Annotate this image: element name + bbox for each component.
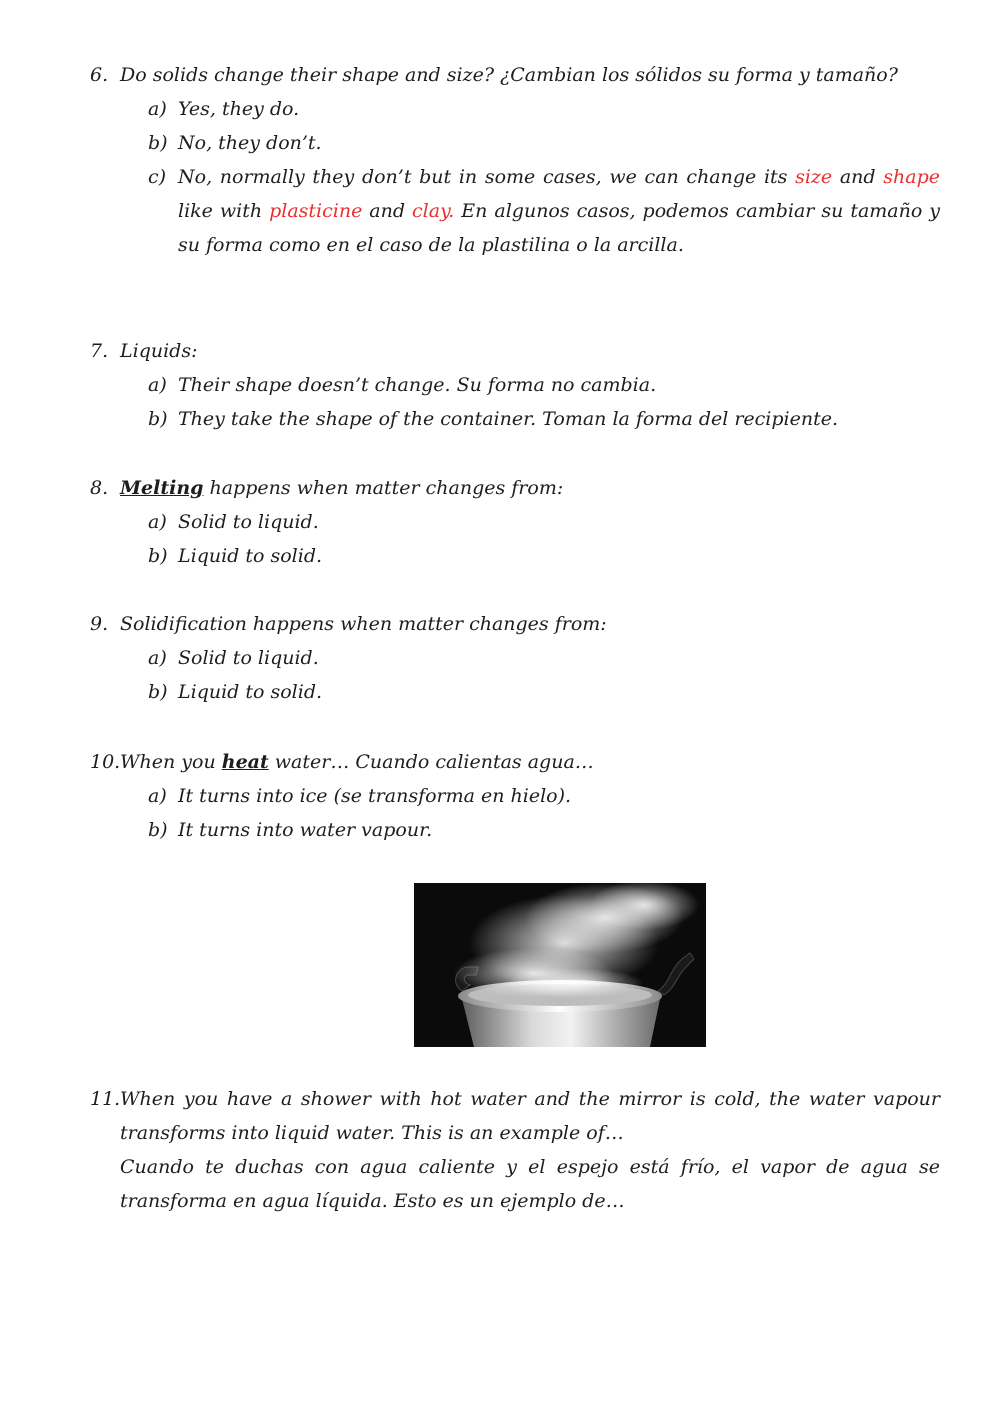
option-label: c) xyxy=(148,166,167,188)
question-10 xyxy=(90,745,940,847)
question-number: 9. xyxy=(90,613,109,635)
option-label: a) xyxy=(148,374,167,396)
question-7 xyxy=(90,334,940,436)
option-a[interactable] xyxy=(148,779,940,813)
question-number: 8. xyxy=(90,477,109,499)
option-text: No, normally they don’t but in some cases, we can change its size and shape like with plasticine and clay. En algunos casos, podemos cambiar su tamaño y su forma como en el caso de la plastilina o la arcilla. xyxy=(178,166,941,256)
option-text: It turns into water vapour. xyxy=(178,819,433,841)
question-text: Solidification happens when matter changes from: xyxy=(120,613,607,635)
option-b[interactable] xyxy=(148,126,940,160)
question-9 xyxy=(90,607,940,709)
option-label: b) xyxy=(148,408,168,430)
option-text: It turns into ice (se transforma en hielo). xyxy=(178,785,572,807)
keyword-melting: Melting xyxy=(120,477,204,499)
question-text: Do solids change their shape and size? ¿Cambian los sólidos su forma y tamaño? xyxy=(120,64,898,86)
question-text-es: Cuando te duchas con agua caliente y el espejo está frío, el vapor de agua se transforma en agua líquida. Esto es un ejemplo de… xyxy=(120,1156,940,1212)
keyword-heat: heat xyxy=(221,751,269,773)
option-label: b) xyxy=(148,681,168,703)
option-label: b) xyxy=(148,545,168,567)
question-text: Liquids: xyxy=(120,340,198,362)
option-label: b) xyxy=(148,819,168,841)
highlight-plasticine: plasticine xyxy=(269,200,363,222)
option-label: a) xyxy=(148,511,167,533)
option-b[interactable] xyxy=(148,402,940,436)
option-b[interactable] xyxy=(148,813,940,847)
option-a[interactable] xyxy=(148,505,940,539)
option-b[interactable] xyxy=(148,539,940,573)
steaming-pot-photo xyxy=(414,883,706,1047)
question-6 xyxy=(90,58,940,262)
option-text: Yes, they do. xyxy=(178,98,300,120)
option-label: b) xyxy=(148,132,168,154)
option-label: a) xyxy=(148,647,167,669)
option-text: They take the shape of the container. Toman la forma del recipiente. xyxy=(178,408,839,430)
question-number: 7. xyxy=(90,340,109,362)
question-text: When you heat water… Cuando calientas agua… xyxy=(120,751,594,773)
option-text: Liquid to solid. xyxy=(178,681,323,703)
question-text-en: When you have a shower with hot water and the mirror is cold, the water vapour transforms into liquid water. This is an example of… xyxy=(120,1088,940,1144)
highlight-clay: clay. xyxy=(412,200,455,222)
option-c[interactable] xyxy=(148,160,940,262)
question-8 xyxy=(90,471,940,573)
steaming-pot-image xyxy=(414,883,706,1047)
option-a[interactable] xyxy=(148,368,940,402)
option-text: Solid to liquid. xyxy=(178,511,319,533)
option-label: a) xyxy=(148,785,167,807)
option-a[interactable] xyxy=(148,92,940,126)
question-number: 6. xyxy=(90,64,109,86)
option-a[interactable] xyxy=(148,641,940,675)
question-text xyxy=(120,1082,940,1218)
option-text: Their shape doesn’t change. Su forma no cambia. xyxy=(178,374,657,396)
question-number: 10. xyxy=(90,751,121,773)
option-label: a) xyxy=(148,98,167,120)
option-text: Solid to liquid. xyxy=(178,647,319,669)
highlight-size: size xyxy=(795,166,833,188)
option-b[interactable] xyxy=(148,675,940,709)
question-11 xyxy=(90,1082,940,1218)
option-text: No, they don’t. xyxy=(178,132,322,154)
question-number: 11. xyxy=(90,1088,121,1110)
highlight-shape: shape xyxy=(883,166,940,188)
question-text: Melting happens when matter changes from: xyxy=(120,477,564,499)
option-text: Liquid to solid. xyxy=(178,545,323,567)
